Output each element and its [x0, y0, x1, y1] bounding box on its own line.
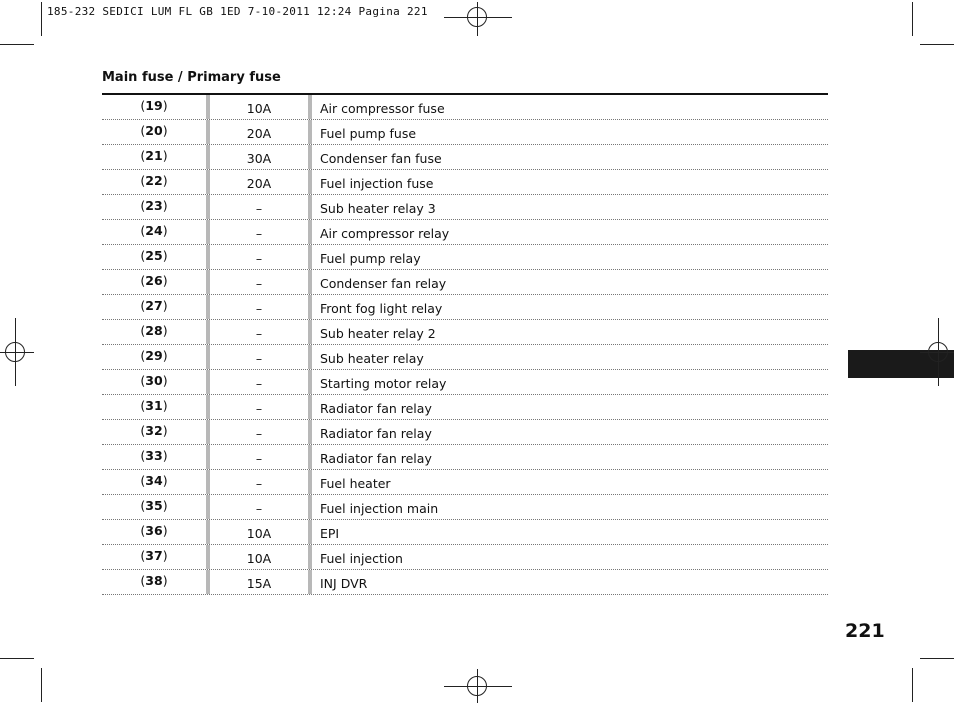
fuse-number-value: 20 [145, 123, 163, 138]
fuse-amperage: 10A [206, 545, 312, 569]
table-row [102, 495, 828, 520]
fuse-description: Condenser fan fuse [320, 151, 442, 166]
table-row [102, 395, 828, 420]
fuse-table [102, 93, 828, 595]
fuse-amperage: – [206, 420, 312, 444]
fuse-number: (24) [140, 223, 168, 238]
fuse-number-value: 29 [145, 348, 163, 363]
fuse-number: (33) [140, 448, 168, 463]
fuse-number: (21) [140, 148, 168, 163]
page-number: 221 [845, 620, 885, 642]
table-row [102, 445, 828, 470]
fuse-number: (23) [140, 198, 168, 213]
fuse-description: Sub heater relay 3 [320, 201, 436, 216]
crop-mark [0, 44, 34, 45]
fuse-description: EPI [320, 526, 340, 541]
table-row [102, 345, 828, 370]
fuse-amperage: – [206, 245, 312, 269]
fuse-number-value: 27 [145, 298, 163, 313]
table-row [102, 295, 828, 320]
fuse-amperage: – [206, 370, 312, 394]
section-title: Main fuse / Primary fuse [102, 70, 281, 85]
table-row [102, 370, 828, 395]
crop-mark [912, 2, 913, 36]
fuse-number-value: 33 [145, 448, 163, 463]
fuse-amperage: 15A [206, 570, 312, 594]
fuse-description: Sub heater relay [320, 351, 424, 366]
fuse-amperage: – [206, 220, 312, 244]
table-row [102, 245, 828, 270]
fuse-amperage: – [206, 395, 312, 419]
table-row [102, 195, 828, 220]
fuse-description: Fuel injection [320, 551, 403, 566]
fuse-amperage: – [206, 270, 312, 294]
fuse-number: (31) [140, 398, 168, 413]
fuse-amperage: 30A [206, 145, 312, 169]
print-header: 185-232 SEDICI LUM FL GB 1ED 7-10-2011 12:24 Pagina 221 [47, 5, 428, 18]
fuse-description: Condenser fan relay [320, 276, 447, 291]
fuse-amperage: 10A [206, 95, 312, 119]
fuse-number: (29) [140, 348, 168, 363]
fuse-number: (28) [140, 323, 168, 338]
fuse-amperage: – [206, 470, 312, 494]
crop-mark [0, 658, 34, 659]
table-row [102, 220, 828, 245]
table-row [102, 545, 828, 570]
table-row [102, 520, 828, 545]
fuse-number-value: 32 [145, 423, 163, 438]
table-row [102, 120, 828, 145]
fuse-number-value: 24 [145, 223, 163, 238]
fuse-description: Starting motor relay [320, 376, 447, 391]
fuse-number-value: 31 [145, 398, 163, 413]
fuse-number: (37) [140, 548, 168, 563]
crop-mark [920, 658, 954, 659]
fuse-number: (30) [140, 373, 168, 388]
crop-mark [912, 668, 913, 702]
fuse-number-value: 30 [145, 373, 163, 388]
registration-circle-icon [467, 7, 487, 27]
fuse-number-value: 19 [145, 98, 163, 113]
table-row [102, 470, 828, 495]
crop-mark [41, 668, 42, 702]
fuse-number: (32) [140, 423, 168, 438]
fuse-description: Air compressor fuse [320, 101, 445, 116]
fuse-amperage: – [206, 495, 312, 519]
fuse-number: (36) [140, 523, 168, 538]
registration-circle-icon [467, 676, 487, 696]
table-row [102, 320, 828, 345]
fuse-number: (27) [140, 298, 168, 313]
fuse-amperage: – [206, 445, 312, 469]
fuse-number: (25) [140, 248, 168, 263]
fuse-amperage: – [206, 195, 312, 219]
crop-mark [920, 44, 954, 45]
fuse-number: (38) [140, 573, 168, 588]
fuse-description: Fuel injection fuse [320, 176, 434, 191]
fuse-number: (34) [140, 473, 168, 488]
fuse-number-value: 37 [145, 548, 163, 563]
fuse-description: INJ DVR [320, 576, 368, 591]
fuse-number-value: 25 [145, 248, 163, 263]
fuse-amperage: 20A [206, 120, 312, 144]
fuse-number: (19) [140, 98, 168, 113]
fuse-number-value: 35 [145, 498, 163, 513]
fuse-amperage: 20A [206, 170, 312, 194]
fuse-description: Air compressor relay [320, 226, 450, 241]
fuse-number-value: 26 [145, 273, 163, 288]
fuse-number-value: 21 [145, 148, 163, 163]
fuse-description: Sub heater relay 2 [320, 326, 436, 341]
registration-circle-icon [928, 342, 948, 362]
registration-circle-icon [5, 342, 25, 362]
fuse-amperage: – [206, 295, 312, 319]
table-row [102, 570, 828, 595]
fuse-description: Fuel heater [320, 476, 391, 491]
fuse-number-value: 36 [145, 523, 163, 538]
fuse-number-value: 28 [145, 323, 163, 338]
fuse-amperage: 10A [206, 520, 312, 544]
fuse-description: Front fog light relay [320, 301, 443, 316]
fuse-number-value: 34 [145, 473, 163, 488]
fuse-number: (22) [140, 173, 168, 188]
fuse-description: Fuel injection main [320, 501, 439, 516]
fuse-amperage: – [206, 345, 312, 369]
fuse-description: Radiator fan relay [320, 451, 432, 466]
fuse-number: (35) [140, 498, 168, 513]
fuse-number: (26) [140, 273, 168, 288]
table-row [102, 95, 828, 120]
fuse-description: Fuel pump relay [320, 251, 421, 266]
table-row [102, 170, 828, 195]
fuse-description: Radiator fan relay [320, 401, 432, 416]
table-row [102, 420, 828, 445]
crop-mark [41, 2, 42, 36]
fuse-number-value: 38 [145, 573, 163, 588]
fuse-number-value: 23 [145, 198, 163, 213]
fuse-number: (20) [140, 123, 168, 138]
fuse-description: Radiator fan relay [320, 426, 432, 441]
table-row [102, 270, 828, 295]
fuse-number-value: 22 [145, 173, 163, 188]
fuse-description: Fuel pump fuse [320, 126, 417, 141]
fuse-amperage: – [206, 320, 312, 344]
table-row [102, 145, 828, 170]
